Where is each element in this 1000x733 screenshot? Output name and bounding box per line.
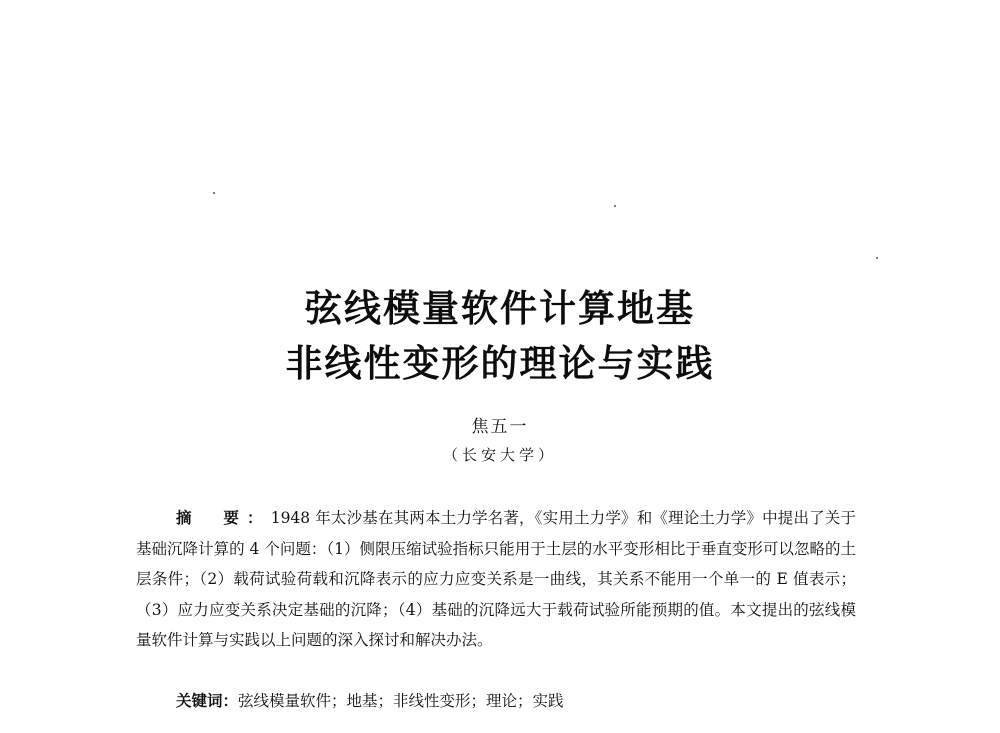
author-name: 焦五一 xyxy=(471,417,529,437)
scan-speck xyxy=(876,257,878,259)
paper-title-line-1: 弦线模量软件计算地基 xyxy=(305,287,695,330)
keywords-text: 弦线模量软件；地基；非线性变形；理论；实践 xyxy=(238,692,564,710)
scan-speck xyxy=(614,205,616,207)
scan-speck xyxy=(213,192,215,194)
paper-title-line-2: 非线性变形的理论与实践 xyxy=(285,342,715,385)
abstract-text: 1948 年太沙基在其两本土力学名著，《实用土力学》和《理论土力学》中提出了关于基础沉降计算的 4 个问题：（1）侧限压缩试验指标只能用于土层的水平变形相比于垂直变形可以忽略的土层条件；（2）载荷试验荷载和沉降表示的应力应变关系是一曲线，其关系不能用一个单一的 E 值表示；（3）应力应变关系决定基础的沉降；（4）基础的沉降远大于载荷试验所能预期的值。本文提出的弦线模量软件计算与实践以上问题的深入探讨和解决办法。 xyxy=(136,509,856,649)
abstract-paragraph xyxy=(136,503,856,656)
keywords-label: 关键词： xyxy=(176,692,239,710)
keywords-line xyxy=(176,686,876,716)
author-affiliation: （长安大学） xyxy=(442,446,557,464)
abstract-label: 摘 要： xyxy=(176,509,271,527)
